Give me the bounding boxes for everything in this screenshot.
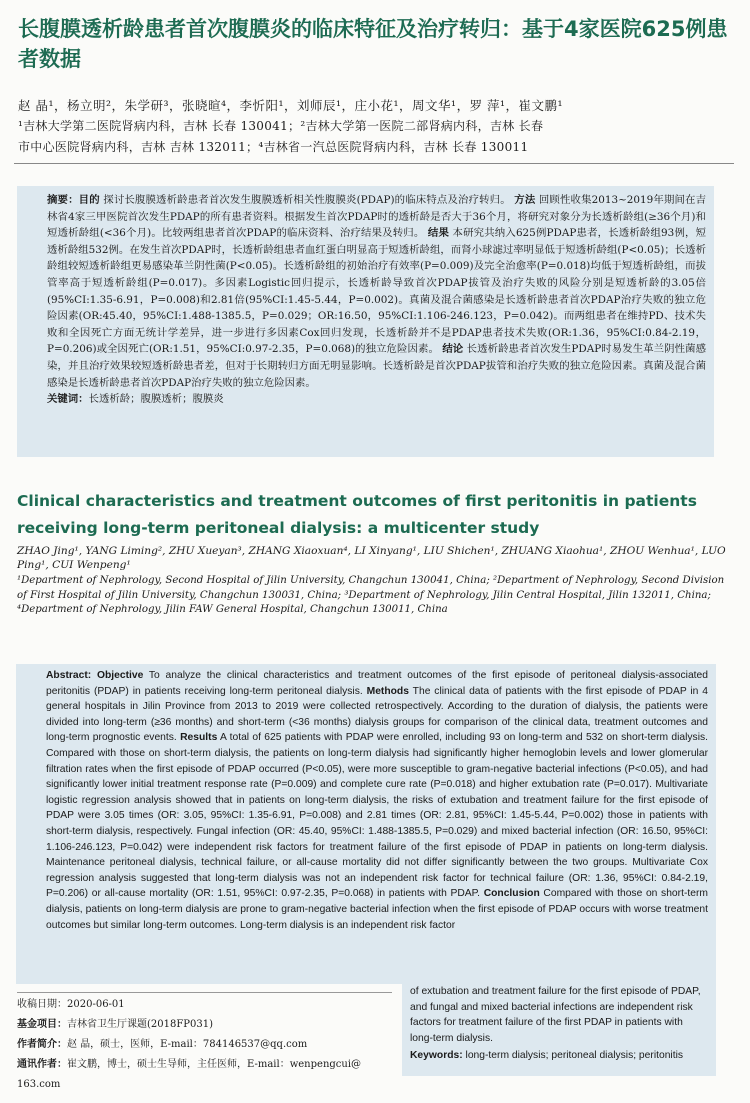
methods-text: 回顾性收集2013~2019年期间在吉林省4家三甲医院首次发生PDAP的所有患者资料。根据发生首次PDAP时的透析龄是否大于36个月，将研究对象分为长透析龄组(≥36个月)和短透析龄组(<36个月)。比较两组患者首次PDAP的临床资料、治疗结果及转归。	[47, 194, 707, 240]
corresponding-email-cont: 163.com	[17, 1079, 61, 1090]
fund-label: 基金项目：	[17, 1019, 67, 1030]
english-keywords	[410, 1048, 708, 1064]
chinese-affiliation-line: ¹吉林大学第二医院肾病内科，吉林 长春 130041；²吉林大学第一医院二部肾病内科，吉林 长春	[18, 119, 544, 133]
english-affiliations: ¹Department of Nephrology, Second Hospital of Jilin University, Changchun 130041, China; ²Department of Nephrology, Second Division of First Hospital of Jilin University, Changchun 130031, China; ³Department of Nephrology, Jilin Central Hospital, Jilin 132011, China; ⁴Department of Nephrology, Jilin FAW General Hospital, Changchun 130011, China	[17, 575, 725, 615]
methods-label: Methods	[366, 685, 409, 697]
results-label: 结果	[427, 227, 450, 240]
keywords-text: 长透析龄；腹膜透析；腹膜炎	[88, 393, 224, 406]
objective-label: Objective	[96, 670, 144, 681]
author-label: 作者简介：	[17, 1039, 67, 1050]
author-text: 赵 晶，硕士，医师，E-mail：784146537@qq.com	[67, 1039, 308, 1050]
methods-label: 方法	[514, 194, 536, 206]
english-abstract-body	[46, 668, 708, 933]
chinese-keywords	[47, 391, 706, 408]
chinese-authors: 赵 晶¹，杨立明²，朱学研³，张晓暄⁴，李忻阳¹，刘师辰¹，庄小花¹，周文华¹，罗 萍¹，崔文鹏¹	[18, 98, 564, 113]
conclusion-text: 长透析龄患者首次发生PDAP时易发生革兰阴性菌感染，并且治疗效果较短透析龄患者差，但对于长期转归方面无明显影响。长透析龄是首次PDAP拔管和治疗失败的独立危险因素。真菌及混合菌感染是长透析龄患者首次PDAP治疗失败的独立危险因素。	[47, 343, 706, 389]
results-text: A total of 625 patients with PDAP were enrolled, including 93 on long-term and 532 on short-term dialysis. Compared with those on short-term dialysis, the patients on long-term dialysis had significantly higher hemoglobin levels and lower glomerular filtration rates when the first episode of PDAP occurred (P<0.05), were more susceptible to gram-negative bacterial infections (P<0.05), and had significantly lower initial treatment response rate (P=0.009) and complete cure rate (P=0.018) and higher extubation rate (P=0.017). Multivariate logistic regression analysis showed that in patients on long-term dialysis, the risks of extubation and treatment failure for the first episode of PDAP were 3.05 times (OR: 3.05, 95%CI: 1.35-6.91, P=0.008) and 2.81 times (OR: 2.81, 95%CI: 1.45-5.44, P=0.002) those in patients with short-term dialysis, respectively. Fungal infection (OR: 45.40, 95%CI: 1.488-1385.5, P=0.029) and mixed bacterial infection (OR: 16.50, 95%CI: 1.106-246.123, P=0.042) were independent risk factors for treatment failure of the first episode of PDAP in patients on long-term dialysis. Maintenance peritoneal dialysis, technical failure, or all-cause mortality did not differ significantly between the two groups. Multivariate Cox regression analysis suggested that long-term dialysis was not an independent risk factor for technical failure (OR: 1.36, 95%CI: 0.84-2.19, P=0.206) or all-cause mortality (OR: 1.51, 95%CI: 0.97-2.35, P=0.068) in patients with PDAP.	[46, 732, 708, 900]
english-authors: ZHAO Jing¹, YANG Liming², ZHU Xueyan³, ZHANG Xiaoxuan⁴, LI Xinyang¹, LIU Shichen¹, ZHUANG Xiaohua¹, ZHOU Wenhua¹, LUO Ping¹, CUI Wenpeng¹	[17, 545, 726, 571]
methods-text: The clinical data of patients with the first episode of PDAP in 4 general hospitals in Jilin Province from 2013 to 2019 were collected retrospectively. According to the duration of dialysis, the patients were divided into long-term (≥36 months) and short-term (<36 months) dialysis groups for comparison of the clinical data, treatment outcomes and long-term prognostic events.	[46, 685, 708, 744]
fund-line	[17, 1015, 397, 1035]
footnotes	[17, 992, 397, 1095]
objective-text: To analyze the clinical characteristics and treatment outcomes of the first episode of peritoneal dialysis-associated peritonitis (PDAP) in patients receiving long-term peritoneal dialysis.	[46, 670, 708, 697]
fund-text: 吉林省卫生厅课题(2018FP031)	[67, 1019, 214, 1030]
objective-text: 探讨长腹膜透析龄患者首次发生腹膜透析相关性腹膜炎(PDAP)的临床特点及治疗转归。	[103, 194, 511, 206]
abstract-label: 摘要：	[47, 194, 79, 206]
conclusion-label: 结论	[442, 343, 464, 356]
keywords-text: long-term dialysis; peritoneal dialysis; peritonitis	[465, 1050, 684, 1062]
footnote-divider	[17, 992, 392, 993]
results-label: Results	[180, 732, 218, 744]
english-abstract-continuation	[402, 984, 716, 1076]
chinese-abstract-box	[17, 186, 714, 457]
results-text: 本研究共纳入625例PDAP患者，长透析龄组93例，短透析龄组532例。在发生首次PDAP时，长透析龄组患者血红蛋白明显高于短透析龄组，而肾小球滤过率明显低于短透析龄组(P<0.05)；长透析龄组较短透析龄组更易感染革兰阴性菌(P<0.05)。长透析龄组的初始治疗有效率(P=0.009)及完全治愈率(P=0.018)均低于短透析龄组，而拔管率高于短透析龄组(P=0.017)。多因素Logistic回归提示，长透析龄导致首次PDAP拔管及治疗失败的风险分别是短透析龄的3.05倍(95%CI:1.35-6.91，P=0.008)和2.81倍(95%CI:1.45-5.44，P=0.002)。真菌及混合菌感染是长透析龄患者首次PDAP治疗失败的独立危险因素(OR:45.40，95%CI:1.488-1385.5，P=0.029；OR:16.50，95%CI:1.106-246.123，P=0.042)。而两组患者在维持PD、技术失败和全因死亡方面无统计学差异，进一步进行多因素Cox回归发现，长透析龄并不是PDAP患者技术失败(OR:1.36，95%CI:0.84-2.19，P=0.206)或全因死亡(OR:1.51，95%CI:0.97-2.35，P=0.068)的独立危险因素。	[47, 227, 706, 356]
english-abstract-box	[16, 664, 716, 984]
corresponding-text: 崔文鹏，博士，硕士生导师，主任医师，E-mail：wenpengcui@	[67, 1059, 362, 1070]
author-line	[17, 1035, 397, 1055]
chinese-title: 长腹膜透析龄患者首次腹膜炎的临床特征及治疗转归：基于4家医院625例患者数据	[18, 17, 728, 71]
received-date: 收稿日期：2020-06-01	[17, 999, 125, 1010]
conclusion-continuation: of extubation and treatment failure for the first episode of PDAP, and fungal and mixed bacterial infections are independent risk factors for treatment failure of the first PDAP in patients with long-term dialysis.	[410, 986, 701, 1044]
english-title: Clinical characteristics and treatment outcomes of first peritonitis in patients receiving long-term peritoneal dialysis: a multicenter study	[17, 492, 697, 537]
keywords-label: Keywords:	[410, 1050, 463, 1062]
abstract-label: Abstract:	[46, 670, 92, 681]
objective-label: 目的	[78, 194, 100, 206]
corresponding-line	[17, 1055, 397, 1075]
header-divider	[14, 163, 734, 164]
keywords-label: 关键词：	[47, 393, 89, 406]
chinese-affiliations	[18, 116, 733, 158]
conclusion-label: Conclusion	[483, 888, 540, 900]
chinese-abstract-body	[47, 192, 706, 391]
chinese-affiliation-line: 市中心医院肾病内科，吉林 吉林 132011；⁴吉林省一汽总医院肾病内科，吉林 长春 130011	[18, 140, 529, 154]
corresponding-label: 通讯作者：	[17, 1059, 67, 1070]
conclusion-text: Compared with those on short-term dialysis, patients on long-term dialysis are prone to gram-negative bacterial infection when the first episode of PDAP occurs with worse treatment outcomes but similar long-term outcomes. Long-term dialysis is an independent risk factor	[46, 888, 708, 931]
